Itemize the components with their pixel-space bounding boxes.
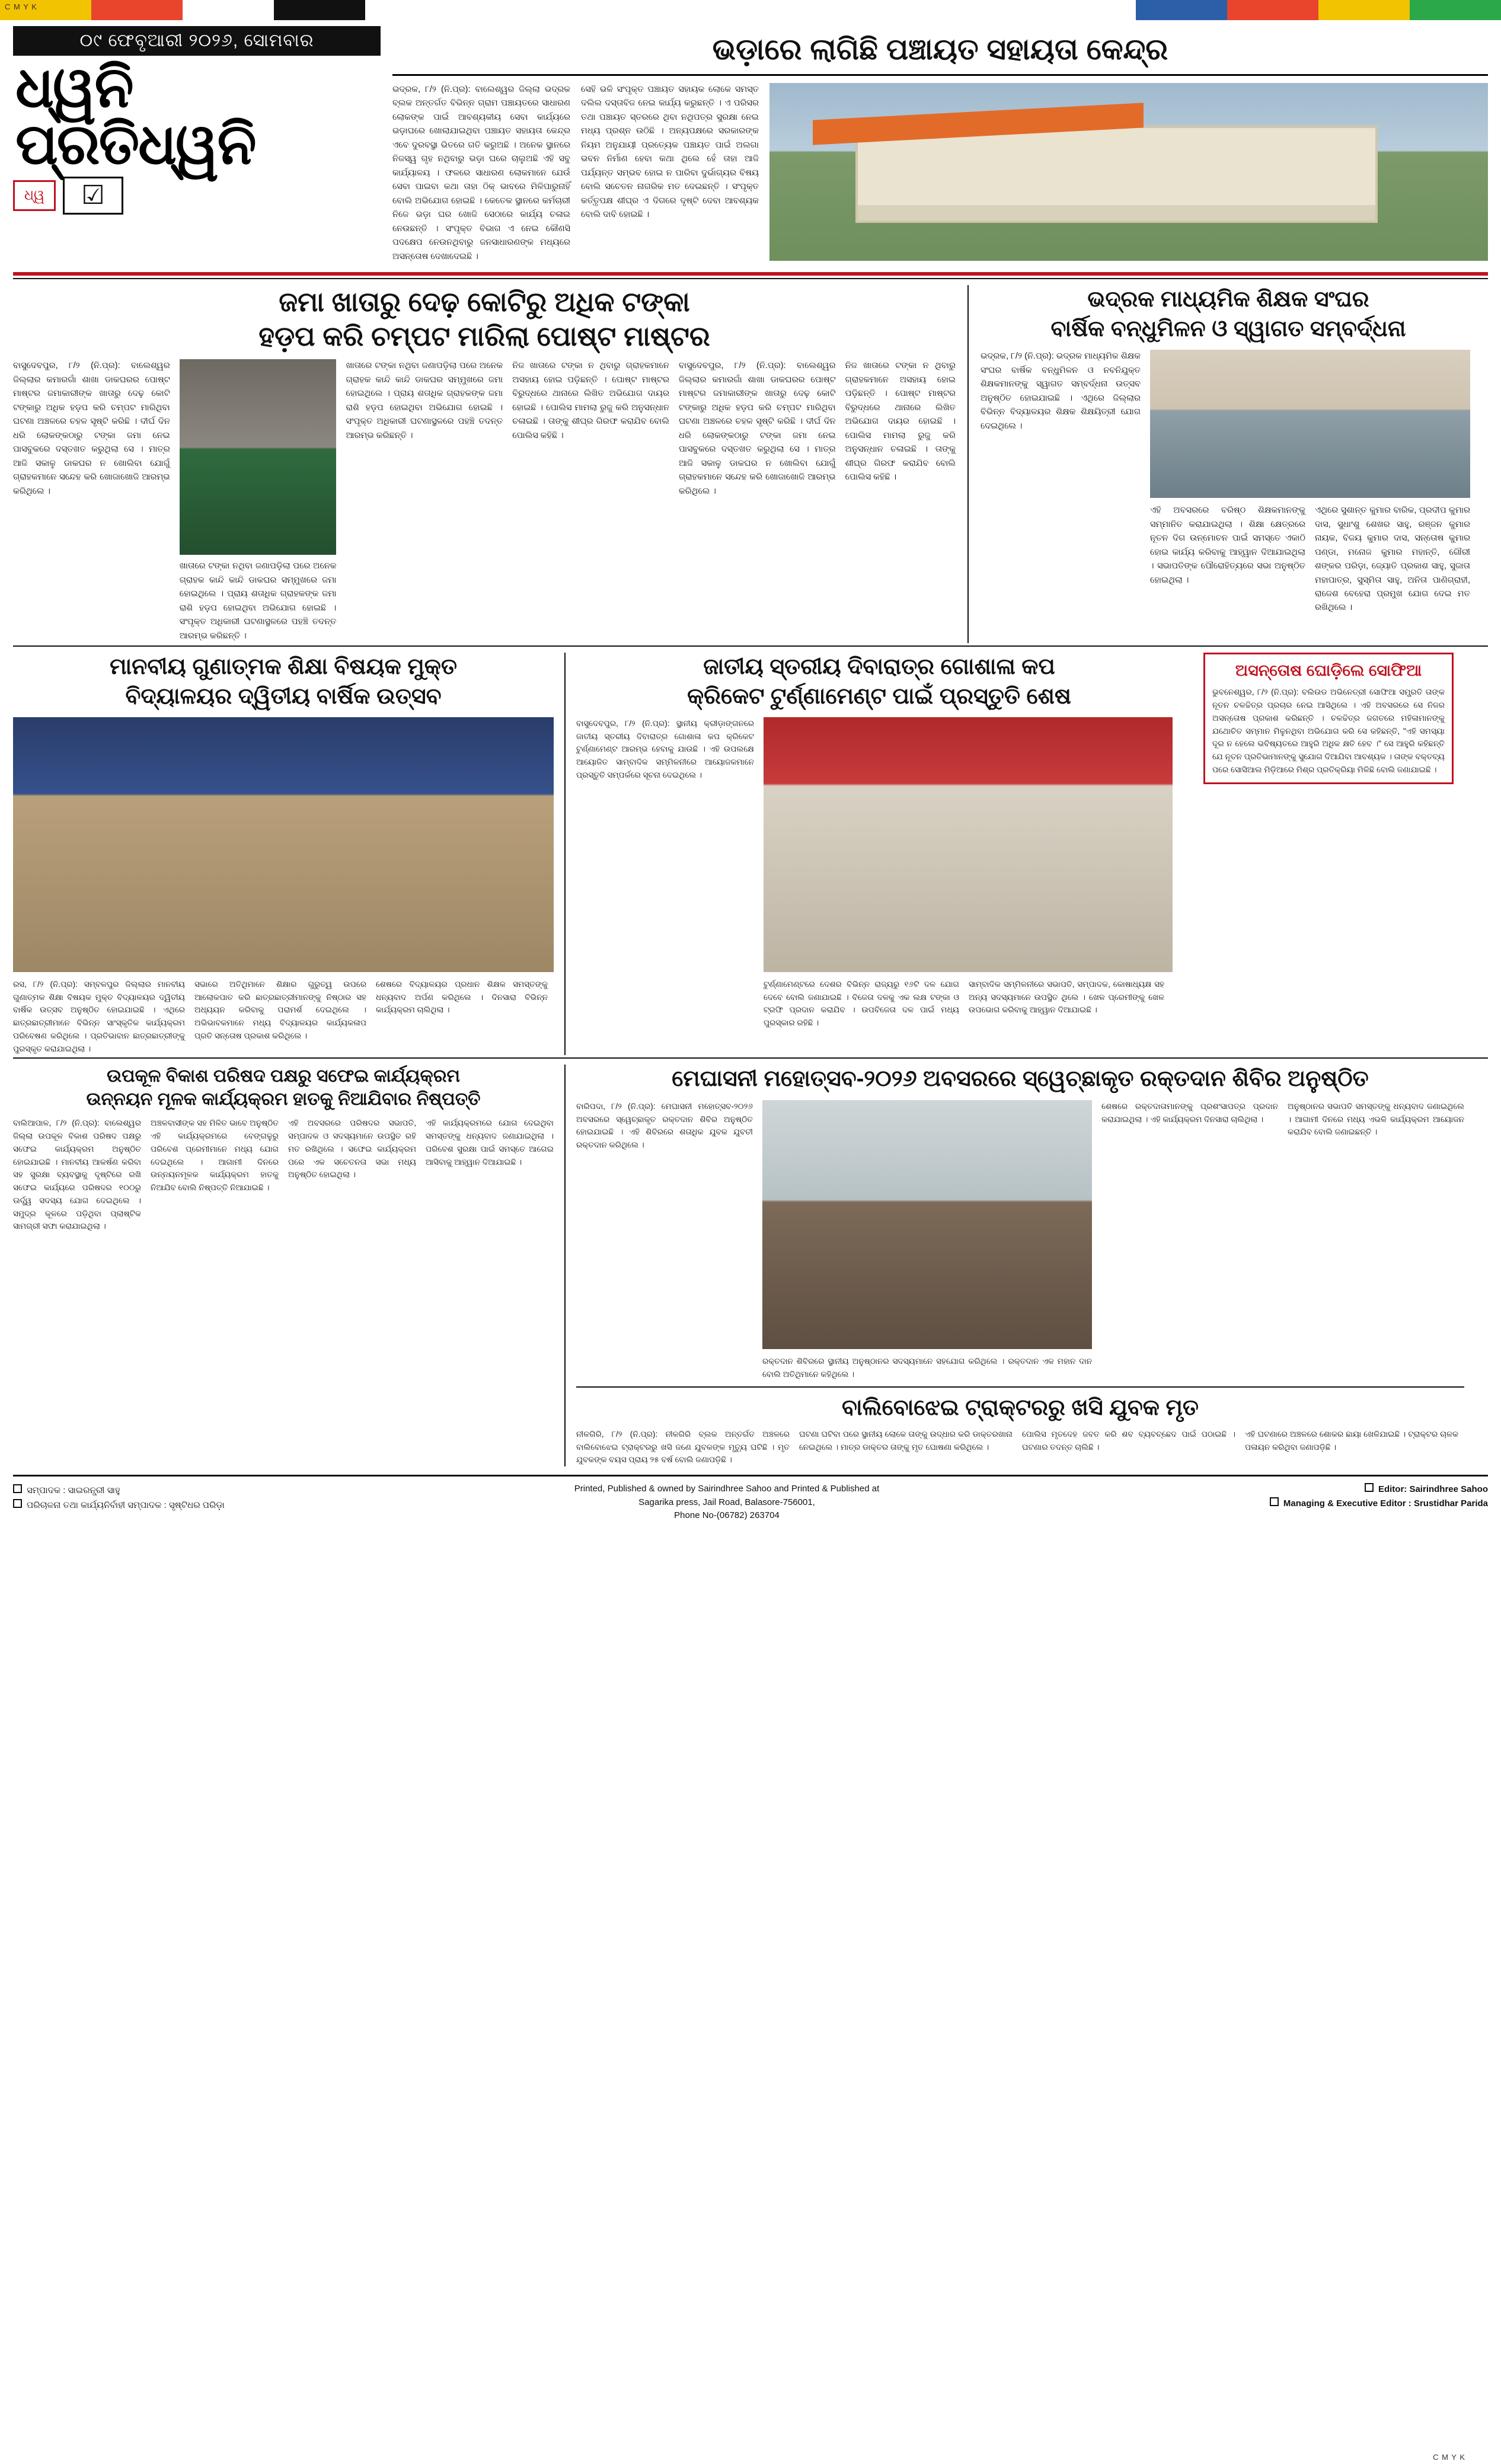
cricket-headline-line1: ଜାତୀୟ ସ୍ତରୀୟ ଦିବାରାତ୍ର ଗୋଶାଳା କପ (703, 654, 1055, 680)
masthead-badge: ଧ୍ୱ (13, 180, 56, 211)
footer-editor-en (1109, 1482, 1488, 1497)
story-sophia-wrap (1193, 653, 1454, 1055)
color-registration-bar-top (0, 0, 1501, 20)
publication-date: ୦୯ ଫେବୃଆରୀ ୨୦୨୬, ସୋମବାର (13, 26, 381, 56)
lead-headline: ଭଡ଼ାରେ ଲାଗିଛି ପଞ୍ଚାୟତ ସହାୟତା କେନ୍ଦ୍ର (392, 26, 1488, 76)
cricket-column-2: ଟୁର୍ଣ୍ଣାମେଣ୍ଟରେ ଦେଶର ବିଭିନ୍ନ ରାଜ୍ୟରୁ ୧୬ଟି ଦଳ ଯୋଗ ଦେବେ ବୋଲି ଜଣାଯାଇଛି । ବିଜେତା ଦଳକୁ ଏକ ଲକ୍ଷ ଟଙ୍କା ଓ ଟ୍ରଫି ପ୍ରଦାନ କରାଯିବ । ଉପବିଜେତା ଦଳ ପାଇଁ ମଧ୍ୟ ପୁରସ୍କାର ରହିଛି । (764, 979, 959, 1028)
band-three (0, 653, 1501, 1055)
post-photo-block (180, 359, 337, 643)
upakula-column-3: ଏହି ଅବସରରେ ପରିଷଦର ସଭାପତି, ସମ୍ପାଦକ ଓ ସଦସ୍ୟମାନେ ଉପସ୍ଥିତ ରହି ମତ ରଖିଥିଲେ । ସଫେଇ କାର୍ଯ୍ୟକ୍ରମ ପରେ ଏକ ସଚେତନତା ସଭା ମଧ୍ୟ ଅନୁଷ୍ଠିତ ହୋଇଥିଲା । (288, 1118, 416, 1180)
post-column-4: ବାସୁଦେବପୁର, ୮/୨ (ନି.ପ୍ର): ବାଲେଶ୍ୱର ଜିଲ୍ଲାର କମାରଗାଁ ଶାଖା ଡାକଘରର ପୋଷ୍ଟ ମାଷ୍ଟର ଜମାକାରୀଙ୍କ ଖାତାରୁ ଦେଢ଼ କୋଟି ଟଙ୍କାରୁ ଅଧିକ ହଡ଼ପ କରି ଚମ୍ପଟ ମାରିଥିବା ଘଟଣା ଅଞ୍ଚଳରେ ଚହଳ ସୃଷ୍ଟି କରିଛି । ଦୀର୍ଘ ଦିନ ଧରି ଲୋକଙ୍କଠାରୁ ଟଙ୍କା ଜମା ନେଇ ପାସବୁକରେ ଦସ୍ତଖତ କରୁଥିଲା ସେ । ମାତ୍ର ଆଜି ସକାଳୁ ଡାକଘର ନ ଖୋଲିବା ଯୋଗୁଁ ଗ୍ରାହକମାନେ ସନ୍ଦେହ କରି ଖୋଜାଖୋଜି ଆରମ୍ଭ କରିଥିଲେ । (678, 361, 836, 496)
footer-print-info (345, 1482, 1109, 1523)
blood-headline: ମେଘାସନୀ ମହୋତ୍ସବ-୨୦୨୬ ଅବସରରେ ସ୍ୱେଚ୍ଛାକୃତ ରକ୍ତଦାନ ଶିବିର ଅନୁଷ୍ଠିତ (672, 1066, 1369, 1092)
footer-print-line2: Sagarika press, Jail Road, Balasore-756001, (638, 1497, 815, 1507)
photo-post-master (180, 359, 337, 555)
tractor-column-2: ଘଟଣା ଘଟିବା ପରେ ସ୍ଥାନୀୟ ଲୋକେ ତାଙ୍କୁ ଉଦ୍ଧାର କରି ଡାକ୍ତରଖାନା ନେଇଥିଲେ । ମାତ୍ର ଡାକ୍ତର ତାଙ୍କୁ ମୃତ ଘୋଷଣା କରିଥିଲେ । (799, 1429, 1013, 1452)
blood-column-4: ଅନୁଷ୍ଠାନର ସଭାପତି ସମସ୍ତଙ୍କୁ ଧନ୍ୟବାଦ ଜଣାଇଥିଲେ । ଆଗାମୀ ଦିନରେ ମଧ୍ୟ ଏଭଳି କାର୍ଯ୍ୟକ୍ରମ ଆୟୋଜନ କରାଯିବ ବୋଲି ଜଣାଇଛନ୍ତି । (1288, 1101, 1464, 1137)
story-tractor-accident (576, 1394, 1464, 1466)
cricket-column-3: ସାମ୍ବାଦିକ ସମ୍ମିଳନୀରେ ସଭାପତି, ସମ୍ପାଦକ, କୋଷାଧ୍ୟକ୍ଷ ସହ ଅନ୍ୟ ସଦସ୍ୟମାନେ ଉପସ୍ଥିତ ଥିଲେ । ଖେଳ ପ୍ରେମୀଙ୍କୁ ଖେଳ ଉପଭୋଗ କରିବାକୁ ଆହ୍ୱାନ ଦିଆଯାଇଛି । (969, 979, 1164, 1015)
tractor-headline: ବାଲିବୋଝେଇ ଟ୍ରାକ୍ଟରରୁ ଖସି ଯୁବକ ମୃତ (842, 1395, 1199, 1421)
blood-column-3: ଶେଷରେ ରକ୍ତଦାତାମାନଙ୍କୁ ପ୍ରଶଂସାପତ୍ର ପ୍ରଦାନ କରାଯାଇଥିଲା । ଏହି କାର୍ଯ୍ୟକ୍ରମ ଦିନସାରା ଚାଲିଥିଲା । (1101, 1101, 1279, 1124)
bullet-square-icon-2 (13, 1499, 22, 1508)
story-upakula (13, 1065, 564, 1466)
tractor-column-4: ଏହି ଘଟଣାରେ ଅଞ୍ଚଳରେ ଶୋକର ଛାୟା ଖେଳିଯାଇଛି । ଟ୍ରାକ୍ଟର ଚାଳକ ପଳାୟନ କରିଥିବା ଜଣାପଡ଼ିଛି । (1245, 1429, 1458, 1452)
lead-column-1: ଭଦ୍ରକ, ୮/୨ (ନି.ପ୍ର): ବାଲେଶ୍ୱର ଜିଲ୍ଲା ଭଦ୍ରକ ବ୍ଲକ ଅନ୍ତର୍ଗତ ବିଭିନ୍ନ ଗ୍ରାମ ପଞ୍ଚାୟତରେ ସାଧାରଣ ଲୋକଙ୍କ ପାଇଁ ଆବଶ୍ୟକୀୟ ସେବା କାର୍ଯ୍ୟରେ ଭଡ଼ାଘରେ ଖୋଲାଯାଇଥିବା ପଞ୍ଚାୟତ ସହାୟତା କେନ୍ଦ୍ର ଏବେ ଦୁରବସ୍ଥା ଭିତରେ ଗତି କରୁଅଛି । ଅନେକ ସ୍ଥାନରେ ନିଜସ୍ୱ ଗୃହ ନଥିବାରୁ ଭଡ଼ା ଘରେ ଚାଲୁଅଛି ଏହି ସବୁ କାର୍ଯ୍ୟାଳୟ । ଫଳରେ ସାଧାରଣ ଲୋକମାନେ ଯେଉଁ ସେବା ପାଇବା କଥା ତାହା ଠିକ୍ ଭାବରେ ମିଳିପାରୁନାହିଁ ବୋଲି ଅଭିଯୋଗ ହୋଇଛି । କେତେକ ସ୍ଥାନରେ କର୍ମଚାରୀ ନିଜେ ଭଡ଼ା ଘର ଖୋଜି ସେଠାରେ କାର୍ଯ୍ୟ ଚଳାଇ ନେଉଛନ୍ତି । ସଂପୃକ୍ତ ବିଭାଗ ଏ ନେଇ କୌଣସି ପଦକ୍ଷେପ ନେଉନଥିବାରୁ ଜନସାଧାରଣଙ୍କ ମଧ୍ୟରେ ଅସନ୍ତୋଷ ଦେଖାଦେଇଛି । (392, 85, 570, 261)
school-headline-line2: ବିଦ୍ୟାଳୟର ଦ୍ୱିତୀୟ ବାର୍ଷିକ ଉତ୍ସବ (125, 683, 442, 709)
cmyk-mark-bottom: C M Y K (1433, 2453, 1465, 2462)
upakula-headline-line1: ଉପକୂଳ ବିକାଶ ପରିଷଦ ପକ୍ଷରୁ ସଫେଇ କାର୍ଯ୍ୟକ୍ରମ (107, 1066, 460, 1086)
lead-column-2: ସେହି ଭଳି ସଂପୃକ୍ତ ପଞ୍ଚାୟତ ସହାୟକ ଲୋକେ ସମସ୍ତ ଦଲିଲ ଦସ୍ତାବିଜ ନେଇ କାର୍ଯ୍ୟ କରୁଛନ୍ତି । ଏ ପରିସର ତଥା ପଞ୍ଚାୟତ ସ୍ତରରେ ଥିବା ନଥିପତ୍ର ସୁରକ୍ଷା ନେଇ ମଧ୍ୟ ପ୍ରଶ୍ନ ଉଠିଛି । ଅନ୍ୟପକ୍ଷରେ ସରକାରଙ୍କ ନିୟମ ଅନୁଯାୟୀ ପ୍ରତ୍ୟେକ ପଞ୍ଚାୟତ ପାଇଁ ଅଲଗା ଭବନ ନିର୍ମାଣ ହେବା କଥା ଥିଲେ ହେଁ ତାହା ଆଜି ପର୍ଯ୍ୟନ୍ତ ସମ୍ଭବ ହୋଇ ନ ପାରିବା ଦୁର୍ଭାଗ୍ୟର ବିଷୟ ବୋଲି ସଚେତନ ନାଗରିକ ମତ ଦେଇଛନ୍ତି । ସଂପୃକ୍ତ କର୍ତ୍ତୃପକ୍ଷ ଶୀଘ୍ର ଏ ଦିଗରେ ଦୃଷ୍ଟି ଦେବା ଆବଶ୍ୟକ ବୋଲି ଦାବି ହୋଇଛି । (581, 85, 759, 220)
masthead-sub (13, 177, 381, 215)
teacher-headline-line1: ଭଦ୍ରକ ମାଧ୍ୟମିକ ଶିକ୍ଷକ ସଂଘର (1087, 287, 1369, 312)
photo-teachers-group (1150, 350, 1470, 498)
photo-panchayat-centre (769, 83, 1488, 261)
post-column-5: ନିଜ ଖାତାରେ ଟଙ୍କା ନ ଥିବାରୁ ଗ୍ରାହକମାନେ ଅସହାୟ ହୋଇ ପଡ଼ିଛନ୍ତି । ପୋଷ୍ଟ ମାଷ୍ଟର ବିରୁଦ୍ଧରେ ଥାନାରେ ଲିଖିତ ଅଭିଯୋଗ ଦାୟର ହୋଇଛି । ପୋଲିସ ମାମଲା ରୁଜୁ କରି ଅନୁସନ୍ଧାନ ଚଳାଇଛି । ତାଙ୍କୁ ଶୀଘ୍ର ଗିରଫ କରାଯିବ ବୋଲି ପୋଲିସ କହିଛି । (845, 361, 956, 482)
post-column-1b: ଖାତାରେ ଟଙ୍କା ନଥିବା ଜଣାପଡ଼ିଲା ପରେ ଅନେକ ଗ୍ରାହକ କାନ୍ଦି କାନ୍ଦି ଡାକଘର ସମ୍ମୁଖରେ ଜମା ହୋଇଥିଲେ । ପ୍ରାୟ ଶତାଧିକ ଗ୍ରାହକଙ୍କ ଜମା ରାଶି ହଡ଼ପ ହୋଇଥିବା ଅଭିଯୋଗ ହୋଇଛି । ସଂପୃକ୍ତ ଅଧିକାରୀ ଘଟଣାସ୍ଥଳରେ ପହଞ୍ଚି ତଦନ୍ତ ଆରମ୍ଭ କରିଛନ୍ତି । (179, 561, 337, 641)
story-cricket-tournament (564, 653, 1193, 1055)
band-two (0, 285, 1501, 643)
post-headline-line2: ହଡ଼ପ କରି ଚମ୍ପଟ ମାରିଲା ପୋଷ୍ଟ ମାଷ୍ଟର (258, 320, 710, 351)
cricket-column-1: ବାସୁଦେବପୁର, ୮/୨ (ନି.ପ୍ର): ସ୍ଥାନୀୟ କ୍ରୀଡ଼ାଙ୍ଗନରେ ଜାତୀୟ ସ୍ତରୀୟ ଦିବାରାତ୍ର ଗୋଶାଳା କପ କ୍ରିକେଟ ଟୁର୍ଣ୍ଣାମେଣ୍ଟ ଆରମ୍ଭ ହେବାକୁ ଯାଉଛି । ଏହି ଉପଲକ୍ଷେ ଆୟୋଜିତ ସାମ୍ବାଦିକ ସମ୍ମିଳନୀରେ ଆୟୋଜକମାନେ ପ୍ରସ୍ତୁତି ସମ୍ପର୍କରେ ସୂଚନା ଦେଇଥିଲେ । (576, 718, 754, 779)
sophia-headline: ଅସନ୍ତୋଷ ଘୋଡ଼ିଲେ ସୋଫିଆ (1235, 661, 1422, 680)
footer-imprint (13, 1475, 1488, 1526)
checkbox-icon: ☑ (63, 177, 123, 215)
school-column-1: ରସ, ୮/୨ (ନି.ପ୍ର): ସମ୍ବଳପୁର ଜିଲ୍ଲାର ମାନବୀୟ ଗୁଣାତ୍ମକ ଶିକ୍ଷା ବିଷୟକ ମୁକ୍ତ ବିଦ୍ୟାଳୟର ଦ୍ୱିତୀୟ ବାର୍ଷିକ ଉତ୍ସବ ଅନୁଷ୍ଠିତ ହୋଇଯାଇଛି । ଏଥିରେ ଛାତ୍ରଛାତ୍ରୀମାନେ ବିଭିନ୍ନ ସାଂସ୍କୃତିକ କାର୍ଯ୍ୟକ୍ରମ ପରିବେଷଣ କରିଥିଲେ । ପ୍ରତିଭାବାନ ଛାତ୍ରଛାତ୍ରୀଙ୍କୁ ପୁରସ୍କୃତ କରାଯାଇଥିଲା । (13, 979, 185, 1053)
footer-right (1109, 1482, 1488, 1511)
lead-story (381, 26, 1488, 264)
upakula-column-4: ଏହି କାର୍ଯ୍ୟକ୍ରମରେ ଯୋଗ ଦେଇଥିବା ସମସ୍ତଙ୍କୁ ଧନ୍ୟବାଦ ଜଣାଯାଇଥିଲା । ପରିବେଶ ସୁରକ୍ଷା ପାଇଁ ସମସ୍ତେ ଆଗେଇ ଆସିବାକୁ ଆହ୍ୱାନ ଦିଆଯାଇଛି । (426, 1118, 554, 1167)
school-column-2: ସଭାରେ ଅତିଥିମାନେ ଶିକ୍ଷାର ଗୁରୁତ୍ୱ ଉପରେ ଆଲୋକପାତ କରି ଛାତ୍ରଛାତ୍ରୀମାନଙ୍କୁ ନିଷ୍ଠାର ସହ ଅଧ୍ୟୟନ କରିବାକୁ ପରାମର୍ଶ ଦେଇଥିଲେ । ଅଭିଭାବକମାନେ ମଧ୍ୟ ବିଦ୍ୟାଳୟର କାର୍ଯ୍ୟକଳାପ ପ୍ରତି ସନ୍ତୋଷ ପ୍ରକାଶ କରିଥିଲେ । (194, 979, 366, 1040)
tractor-column-1: ନୀଳଗିରି, ୮/୨ (ନି.ପ୍ର): ନୀଳଗିରି ବ୍ଲକ ଅନ୍ତର୍ଗତ ଅଞ୍ଚଳରେ ବାଲିବୋଝେଇ ଟ୍ରାକ୍ଟରରୁ ଖସି ଜଣେ ଯୁବକଙ୍କ ମୃତ୍ୟୁ ଘଟିଛି । ମୃତ ଯୁବକଙ୍କ ବୟସ ପ୍ରାୟ ୨୫ ବର୍ଷ ବୋଲି ଜଣାପଡ଼ିଛି । (576, 1429, 790, 1465)
footer-editor-od-text: ସମ୍ପାଦକ : ସାଇରନ୍ଧ୍ରୀ ସାହୁ (27, 1485, 120, 1496)
divider-thin (13, 278, 1488, 279)
footer-print-line1: Printed, Published & owned by Sairindhree Sahoo and Printed & Published at (574, 1484, 880, 1494)
sophia-body: ଭୁବନେଶ୍ୱର, ୮/୨ (ନି.ପ୍ର): ବଲିଉଡ ଅଭିନେତ୍ରୀ ସୋଫିଆ ସମ୍ପ୍ରତି ତାଙ୍କ ନୂତନ ଚଳଚ୍ଚିତ୍ର ପ୍ରଚାର ନେଇ ଆସିଥିଲେ । ଏହି ଅବସରରେ ସେ ନିଜର ଅସନ୍ତୋଷ ପ୍ରକାଶ କରିଛନ୍ତି । ଚଳଚ୍ଚିତ୍ର ଜଗତରେ ମହିଳାମାନଙ୍କୁ ଯଥୋଚିତ ସମ୍ମାନ ମିଳୁନଥିବା ଅଭିଯୋଗ କରି ସେ କହିଛନ୍ତି, "ଏହି ସମସ୍ୟା ଦୂର ନ ହେଲେ ଭବିଷ୍ୟତରେ ଆହୁରି ଅଧିକ କ୍ଷତି ହେବ ।" ସେ ଆହୁରି କହିଛନ୍ତି ଯେ ନୂତନ ପ୍ରତିଭାମାନଙ୍କୁ ସୁଯୋଗ ଦିଆଯିବା ଆବଶ୍ୟକ । ତାଙ୍କ ବକ୍ତବ୍ୟ ପରେ ସୋସିଆଲ ମିଡ଼ିଆରେ ମିଶ୍ର ପ୍ରତିକ୍ରିୟା ମିଳିଛି ବୋଲି ଜଣାଯାଇଛି । (1212, 688, 1445, 774)
divider-red (13, 272, 1488, 276)
footer-manager-en (1109, 1497, 1488, 1511)
footer-manager-od (13, 1497, 345, 1512)
footer-print-line3: Phone No-(06782) 263704 (674, 1510, 780, 1521)
upakula-headline-line2: ଉନ୍ନୟନ ମୂଳକ କାର୍ଯ୍ୟକ୍ରମ ହାତକୁ ନିଆଯିବାର ନିଷ୍ପତ୍ତି (86, 1089, 481, 1110)
bullet-square-icon-3 (1365, 1483, 1374, 1492)
photo-school-stage (13, 717, 554, 972)
post-column-2: ଖାତାରେ ଟଙ୍କା ନଥିବା ଜଣାପଡ଼ିଲା ପରେ ଅନେକ ଗ୍ରାହକ କାନ୍ଦି କାନ୍ଦି ଡାକଘର ସମ୍ମୁଖରେ ଜମା ହୋଇଥିଲେ । ପ୍ରାୟ ଶତାଧିକ ଗ୍ରାହକଙ୍କ ଜମା ରାଶି ହଡ଼ପ ହୋଇଥିବା ଅଭିଯୋଗ ହୋଇଛି । ସଂପୃକ୍ତ ଅଧିକାରୀ ଘଟଣାସ୍ଥଳରେ ପହଞ୍ଚି ତଦନ୍ତ ଆରମ୍ଭ କରିଛନ୍ତି । (346, 361, 503, 440)
color-registration-bar-bottom (0, 1531, 1501, 1546)
cmyk-mark-top: C M Y K (5, 2, 37, 11)
teacher-column-2: ଏହି ଅବସରରେ ବରିଷ୍ଠ ଶିକ୍ଷକମାନଙ୍କୁ ସମ୍ମାନିତ କରାଯାଇଥିଲା । ଶିକ୍ଷା କ୍ଷେତ୍ରରେ ନୂତନ ଦିଗ ଉନ୍ମୋଚନ ପାଇଁ ସମସ୍ତେ ଏକାଠି ହୋଇ କାର୍ଯ୍ୟ କରିବାକୁ ଆହ୍ୱାନ ଦିଆଯାଇଥିଲା । ସଭାପତିଙ୍କ ପୌରୋହିତ୍ୟରେ ସଭା ଅନୁଷ୍ଠିତ ହୋଇଥିଲା । (1150, 506, 1305, 585)
lead-photo (769, 83, 1488, 264)
footer-left (13, 1482, 345, 1512)
divider-thin-2 (13, 645, 1488, 647)
footer-manager-od-text: ପରିଚାଳନା ତଥା କାର୍ଯ୍ୟନିର୍ବାହୀ ସମ୍ପାଦକ : ସୃଷ୍ଟିଧର ପରିଡ଼ା (27, 1500, 225, 1511)
story-blood-donation (564, 1065, 1464, 1466)
teacher-headline-line2: ବାର୍ଷିକ ବନ୍ଧୁମିଳନ ଓ ସ୍ୱାଗତ ସମ୍ବର୍ଦ୍ଧନା (1050, 316, 1406, 341)
masthead-left (13, 26, 381, 264)
cricket-headline-line2: କ୍ରିକେଟ ଟୁର୍ଣ୍ଣାମେଣ୍ଟ ପାଇଁ ପ୍ରସ୍ତୁତି ଶେଷ (687, 683, 1071, 709)
blood-column-1: ବାରିପଦା, ୮/୨ (ନି.ପ୍ର): ମେଘାସନୀ ମହୋତ୍ସବ-୨୦୨୬ ଅବସରରେ ସ୍ୱେଚ୍ଛାକୃତ ରକ୍ତଦାନ ଶିବିର ଅନୁଷ୍ଠିତ ହୋଇଯାଇଛି । ଏହି ଶିବିରରେ ଶତାଧିକ ଯୁବକ ଯୁବତୀ ରକ୍ତଦାନ କରିଥିଲେ । (576, 1101, 753, 1150)
story-teachers-meet (967, 285, 1476, 643)
post-column-1: ବାସୁଦେବପୁର, ୮/୨ (ନି.ପ୍ର): ବାଲେଶ୍ୱର ଜିଲ୍ଲାର କମାରଗାଁ ଶାଖା ଡାକଘରର ପୋଷ୍ଟ ମାଷ୍ଟର ଜମାକାରୀଙ୍କ ଖାତାରୁ ଦେଢ଼ କୋଟି ଟଙ୍କାରୁ ଅଧିକ ହଡ଼ପ କରି ଚମ୍ପଟ ମାରିଥିବା ଘଟଣା ଅଞ୍ଚଳରେ ଚହଳ ସୃଷ୍ଟି କରିଛି । ଦୀର୍ଘ ଦିନ ଧରି ଲୋକଙ୍କଠାରୁ ଟଙ୍କା ଜମା ନେଇ ପାସବୁକରେ ଦସ୍ତଖତ କରୁଥିଲା ସେ । ମାତ୍ର ଆଜି ସକାଳୁ ଡାକଘର ନ ଖୋଲିବା ଯୋଗୁଁ ଗ୍ରାହକମାନେ ସନ୍ଦେହ କରି ଖୋଜାଖୋଜି ଆରମ୍ଭ କରିଥିଲେ । (13, 361, 170, 496)
teacher-column-3: ଏଥିରେ ସୁଶାନ୍ତ କୁମାର ବାରିକ, ପ୍ରଦୀପ କୁମାର ଦାସ, ସୁଧାଂଶୁ ଶେଖର ସାହୁ, ରଞ୍ଜନ କୁମାର ନାୟକ, ବିଜୟ କୁମାର ଦାସ, ସନ୍ତୋଷ କୁମାର ପଣ୍ଡା, ମନୋଜ କୁମାର ମହାନ୍ତି, ଗୌରୀ ଶଙ୍କର ପରିଡ଼ା, ଜ୍ୟୋତି ପ୍ରକାଶ ସାହୁ, ସୁଜାତା ମହାପାତ୍ର, ସୁସ୍ମିତା ସାହୁ, ଅନିତା ପାଣିଗ୍ରାହୀ, ରାଜେଶ ବେହେରା ପ୍ରମୁଖ ଯୋଗ ଦେଇ ମତ ରଖିଥିଲେ । (1315, 506, 1470, 613)
story-sophia-box (1203, 653, 1454, 784)
divider-thin-3 (13, 1057, 1488, 1059)
tractor-column-3: ପୋଲିସ ମୃତଦେହ ଜବତ କରି ଶବ ବ୍ୟବଚ୍ଛେଦ ପାଇଁ ପଠାଇଛି । ଘଟଣାର ତଦନ୍ତ ଚାଲିଛି । (1022, 1429, 1235, 1452)
school-column-3: ଶେଷରେ ବିଦ୍ୟାଳୟର ପ୍ରଧାନ ଶିକ୍ଷକ ସମସ୍ତଙ୍କୁ ଧନ୍ୟବାଦ ଅର୍ପଣ କରିଥିଲେ । ଦିନସାରା ବିଭିନ୍ନ କାର୍ଯ୍ୟକ୍ରମ ଚାଲିଥିଲା । (376, 979, 548, 1015)
footer-editor-od (13, 1482, 345, 1497)
blood-column-2: ରକ୍ତଦାନ ଶିବିରରେ ସ୍ଥାନୀୟ ଅନୁଷ୍ଠାନର ସଦସ୍ୟମାନେ ସହଯୋଗ କରିଥିଲେ । ରକ୍ତଦାନ ଏକ ମହାନ ଦାନ ବୋଲି ଅତିଥିମାନେ କହିଥିଲେ । (762, 1356, 1093, 1379)
school-headline-line1: ମାନବୀୟ ଗୁଣାତ୍ମକ ଶିକ୍ଷା ବିଷୟକ ମୁକ୍ତ (110, 654, 457, 680)
upakula-column-2: ଅଞ୍ଚଳବାସୀଙ୍କ ସହ ମିଳିତ ଭାବେ ଅନୁଷ୍ଠିତ ଏହି କାର୍ଯ୍ୟକ୍ରମରେ ବେଙ୍ଗଳୁରୁ ପରିବେଶ ପ୍ରେମୀମାନେ ମଧ୍ୟ ଯୋଗ ଦେଇଥିଲେ । ଆଗାମୀ ଦିନରେ ଉନ୍ନୟନମୂଳକ କାର୍ଯ୍ୟକ୍ରମ ହାତକୁ ନିଆଯିବ ବୋଲି ନିଷ୍ପତ୍ତି ନିଆଯାଇଛି । (151, 1118, 279, 1193)
footer-manager-en-text: Managing & Executive Editor : Srustidhar Parida (1283, 1498, 1488, 1509)
bullet-square-icon-4 (1270, 1497, 1279, 1506)
footer-editor-en-text: Editor: Sairindhree Sahoo (1378, 1484, 1488, 1495)
story-post-master (13, 285, 967, 643)
bullet-square-icon (13, 1484, 22, 1493)
upakula-column-1: ବାଲିଆପାଳ, ୮/୨ (ନି.ପ୍ର): ବାଲେଶ୍ୱର ଜିଲ୍ଲା ଉପକୂଳ ବିକାଶ ପରିଷଦ ପକ୍ଷରୁ ସଫେଇ କାର୍ଯ୍ୟକ୍ରମ ଅନୁଷ୍ଠିତ ହୋଇଯାଇଛି । ମାନବୀୟ ଆକର୍ଷଣ କରିବା ସହ ସୁରକ୍ଷା ବ୍ୟବସ୍ଥାକୁ ଦୃଷ୍ଟିରେ ରଖି ସଫେଇ କାର୍ଯ୍ୟରେ ପରିଷଦର ୧୦୦ରୁ ଊର୍ଦ୍ଧ୍ୱ ସଦସ୍ୟ ଯୋଗ ଦେଇଥିଲେ । ସମୁଦ୍ର କୂଳରେ ପଡ଼ିଥିବା ପ୍ଲାଷ୍ଟିକ ସାମଗ୍ରୀ ସଫା କରାଯାଇଥିଲା । (13, 1118, 141, 1231)
teacher-column-1: ଭଦ୍ରକ, ୮/୨ (ନି.ପ୍ର): ଭଦ୍ରକ ମାଧ୍ୟମିକ ଶିକ୍ଷକ ସଂଘର ବାର୍ଷିକ ବନ୍ଧୁମିଳନ ଓ ନବନିଯୁକ୍ତ ଶିକ୍ଷକମାନଙ୍କୁ ସ୍ୱାଗତ ସମ୍ବର୍ଦ୍ଧନା ଉତ୍ସବ ଅନୁଷ୍ଠିତ ହୋଇଯାଇଛି । ଏଥିରେ ଜିଲ୍ଲାର ବିଭିନ୍ନ ବିଦ୍ୟାଳୟର ଶିକ୍ଷକ ଶିକ୍ଷୟିତ୍ରୀ ଯୋଗ ଦେଇଥିଲେ । (981, 351, 1141, 431)
photo-press-meet (764, 717, 1173, 972)
band-four (0, 1065, 1501, 1466)
masthead (0, 20, 1501, 264)
newspaper-title: ଧ୍ୱନି ପ୍ରତିଧ୍ୱନି (15, 56, 256, 176)
divider-blood-tractor (576, 1386, 1464, 1388)
photo-blood-camp (762, 1100, 1092, 1349)
post-headline-line1: ଜମା ଖାତାରୁ ଦେଢ଼ କୋଟିରୁ ଅଧିକ ଟଙ୍କା (279, 286, 690, 318)
story-school-function (13, 653, 564, 1055)
post-column-3: ନିଜ ଖାତାରେ ଟଙ୍କା ନ ଥିବାରୁ ଗ୍ରାହକମାନେ ଅସହାୟ ହୋଇ ପଡ଼ିଛନ୍ତି । ପୋଷ୍ଟ ମାଷ୍ଟର ବିରୁଦ୍ଧରେ ଥାନାରେ ଲିଖିତ ଅଭିଯୋଗ ଦାୟର ହୋଇଛି । ପୋଲିସ ମାମଲା ରୁଜୁ କରି ଅନୁସନ୍ଧାନ ଚଳାଇଛି । ତାଙ୍କୁ ଶୀଘ୍ର ଗିରଫ କରାଯିବ ବୋଲି ପୋଲିସ କହିଛି । (512, 361, 669, 440)
